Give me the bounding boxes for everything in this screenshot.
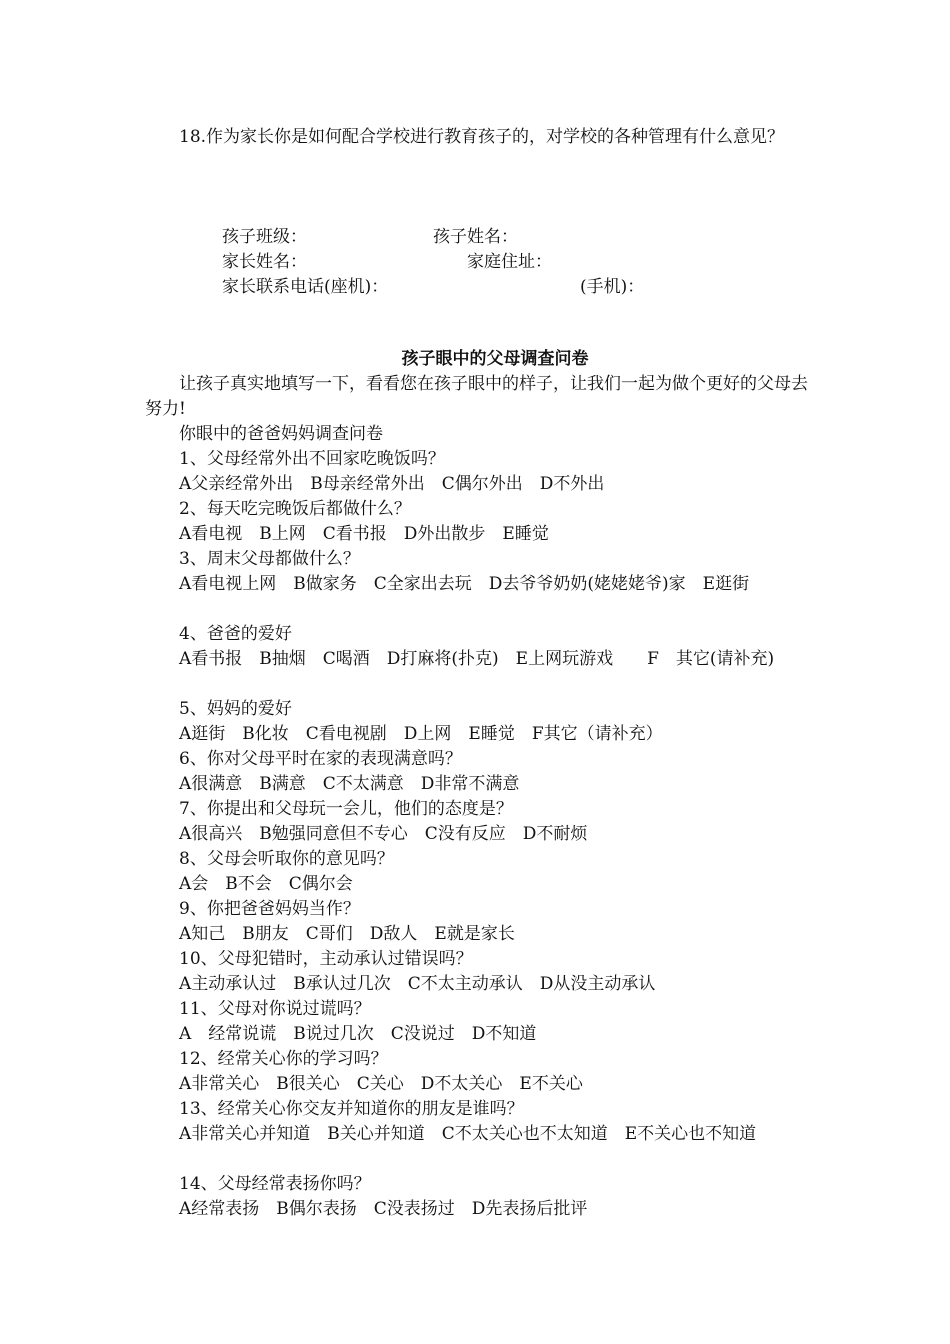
mobile-label: (手机)：: [580, 277, 645, 297]
survey-title: 孩子眼中的父母调查问卷: [401, 349, 589, 369]
answer-9: A知己 B朋友 C哥们 D敌人 E就是家长: [179, 924, 515, 944]
question-6: 6、你对父母平时在家的表现满意吗？: [179, 749, 462, 769]
answer-3: A看电视上网 B做家务 C全家出去玩 D去爷爷奶奶(姥姥姥爷)家 E逛街: [179, 574, 750, 594]
question-3: 3、周末父母都做什么？: [179, 549, 360, 569]
answer-5: A逛街 B化妆 C看电视剧 D上网 E睡觉 F其它（请补充）: [179, 724, 663, 744]
question-12: 12、经常关心你的学习吗？: [179, 1049, 388, 1069]
question-10: 10、父母犯错时，主动承认过错误吗？: [179, 949, 473, 969]
question-7: 7、你提出和父母玩一会儿，他们的态度是？: [179, 799, 513, 819]
question-1: 1、父母经常外出不回家吃晚饭吗？: [179, 449, 445, 469]
answer-8: A会 B不会 C偶尔会: [179, 874, 353, 894]
answer-14: A经常表扬 B偶尔表扬 C没表扬过 D先表扬后批评: [179, 1199, 588, 1219]
question-8: 8、父母会听取你的意见吗？: [179, 849, 394, 869]
parent-name-label: 家长姓名：: [222, 252, 307, 272]
answer-11: A 经常说谎 B说过几次 C没说过 D不知道: [179, 1024, 537, 1044]
child-name-label: 孩子姓名：: [433, 227, 518, 247]
answer-4: A看书报 B抽烟 C喝酒 D打麻将(扑克) E上网玩游戏 F 其它(请补充): [179, 649, 775, 669]
survey-intro: 让孩子真实地填写一下，看看您在孩子眼中的样子，让我们一起为做个更好的父母去努力!: [145, 374, 808, 419]
answer-2: A看电视 B上网 C看书报 D外出散步 E睡觉: [179, 524, 549, 544]
address-label: 家庭住址：: [467, 252, 552, 272]
question-2: 2、每天吃完晚饭后都做什么？: [179, 499, 411, 519]
answer-6: A很满意 B满意 C不太满意 D非常不满意: [179, 774, 520, 794]
survey-subtitle: 你眼中的爸爸妈妈调查问卷: [179, 424, 383, 444]
answer-13: A非常关心并知道 B关心并知道 C不太关心也不太知道 E不关心也不知道: [179, 1124, 757, 1144]
question-4: 4、爸爸的爱好: [179, 624, 292, 644]
phone-label: 家长联系电话(座机)：: [222, 277, 389, 297]
question-13: 13、经常关心你交友并知道你的朋友是谁吗？: [179, 1099, 524, 1119]
question-11: 11、父母对你说过谎吗？: [179, 999, 371, 1019]
question-14: 14、父母经常表扬你吗？: [179, 1174, 371, 1194]
answer-1: A父亲经常外出 B母亲经常外出 C偶尔外出 D不外出: [179, 474, 605, 494]
question-5: 5、妈妈的爱好: [179, 699, 292, 719]
answer-7: A很高兴 B勉强同意但不专心 C没有反应 D不耐烦: [179, 824, 588, 844]
class-label: 孩子班级：: [222, 227, 307, 247]
answer-12: A非常关心 B很关心 C关心 D不太关心 E不关心: [179, 1074, 583, 1094]
question-18: 18.作为家长你是如何配合学校进行教育孩子的，对学校的各种管理有什么意见？: [179, 127, 785, 147]
answer-10: A主动承认过 B承认过几次 C不太主动承认 D从没主动承认: [179, 974, 656, 994]
question-9: 9、你把爸爸妈妈当作？: [179, 899, 360, 919]
